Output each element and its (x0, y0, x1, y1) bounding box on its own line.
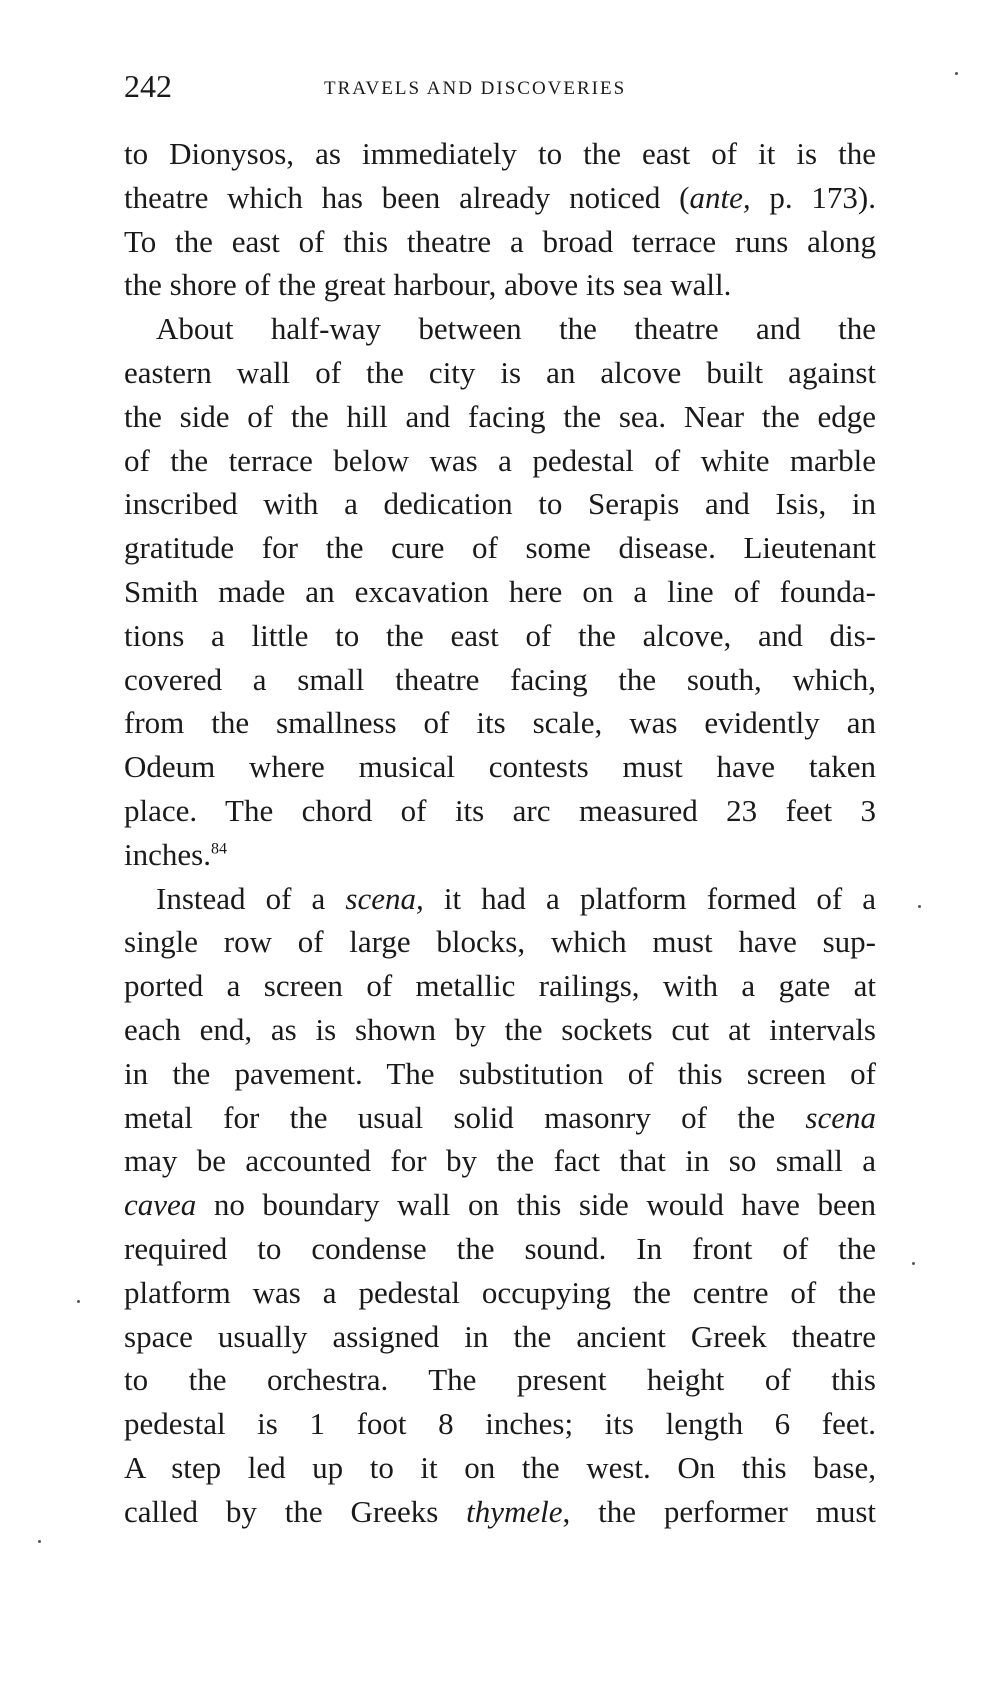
text-line: place. The chord of its arc measured 23 feet 3 (124, 792, 876, 828)
text-fragment: , the performer must (562, 1493, 876, 1529)
text-line: About half-way between the theatre and the (156, 311, 876, 347)
text-line: ported a screen of metallic railings, with a gate at (124, 968, 876, 1004)
text-fragment: metal for the usual solid masonry of the (124, 1099, 806, 1135)
text-line: covered a small theatre facing the south, which, (124, 661, 876, 697)
italic-term: scena (805, 1099, 876, 1135)
text-line (124, 833, 876, 877)
page-header (124, 68, 876, 108)
scan-speck (77, 1300, 80, 1303)
text-fragment: it had a platform formed of a (423, 880, 876, 916)
text-line: single row of large blocks, which must have sup- (124, 924, 876, 960)
text-line: inscribed with a dedication to Serapis and Isis, in (124, 486, 876, 522)
italic-term: ante, (689, 179, 751, 215)
text-line: to Dionysos, as immediately to the east of it is the (124, 136, 876, 171)
text-line: pedestal is 1 foot 8 inches; its length 6 feet. (124, 1406, 876, 1442)
running-head: TRAVELS AND DISCOVERIES (324, 78, 627, 99)
text-line: may be accounted for by the fact that in so small a (124, 1143, 876, 1179)
italic-term: scena, (345, 880, 424, 916)
text-line: tions a little to the east of the alcove, and dis- (124, 617, 876, 653)
text-fragment: p. 173). (750, 179, 876, 215)
page-number: 242 (124, 68, 172, 104)
text-line: required to condense the sound. In front of the (124, 1230, 876, 1266)
text-fragment: no boundary wall on this side would have been (196, 1187, 876, 1223)
text-line: each end, as is shown by the sockets cut at intervals (124, 1011, 876, 1047)
text-line (124, 877, 876, 921)
text-line: platform was a pedestal occupying the centre of the (124, 1274, 876, 1310)
text-line: gratitude for the cure of some disease. Lieutenant (124, 530, 876, 566)
text-line: to the orchestra. The present height of this (124, 1362, 876, 1398)
scan-speck (918, 905, 921, 908)
text-line: in the pavement. The substitution of this screen of (124, 1055, 876, 1091)
italic-term: cavea (124, 1187, 197, 1223)
text-fragment: inches. (124, 836, 211, 872)
text-line: the side of the hill and facing the sea. Near the edge (124, 398, 876, 434)
text-line: A step led up to it on the west. On this base, (124, 1449, 876, 1485)
text-line: of the terrace below was a pedestal of white marble (124, 442, 876, 478)
scan-speck (38, 1540, 41, 1543)
text-line (124, 1183, 876, 1227)
text-line: space usually assigned in the ancient Greek theatre (124, 1318, 876, 1354)
text-line: the shore of the great harbour, above its sea wall. (124, 267, 732, 303)
italic-term: thymele (466, 1493, 563, 1529)
text-line: To the east of this theatre a broad terrace runs along (124, 223, 876, 259)
footnote-ref: 84 (210, 840, 227, 858)
text-line: Smith made an excavation here on a line of founda- (124, 573, 876, 609)
scan-speck (912, 1262, 915, 1265)
text-line: Odeum where musical contests must have taken (124, 749, 876, 785)
text-fragment: theatre which has been already noticed ( (124, 179, 690, 215)
scan-speck (955, 72, 958, 75)
text-line (124, 1096, 876, 1140)
body-text (124, 132, 876, 1534)
text-fragment: called by the Greeks (124, 1493, 467, 1529)
text-line (124, 1490, 876, 1534)
text-line: from the smallness of its scale, was evidently an (124, 705, 876, 741)
text-line (124, 176, 876, 220)
text-line: eastern wall of the city is an alcove built against (124, 354, 876, 390)
text-fragment: Instead of a (156, 880, 346, 916)
